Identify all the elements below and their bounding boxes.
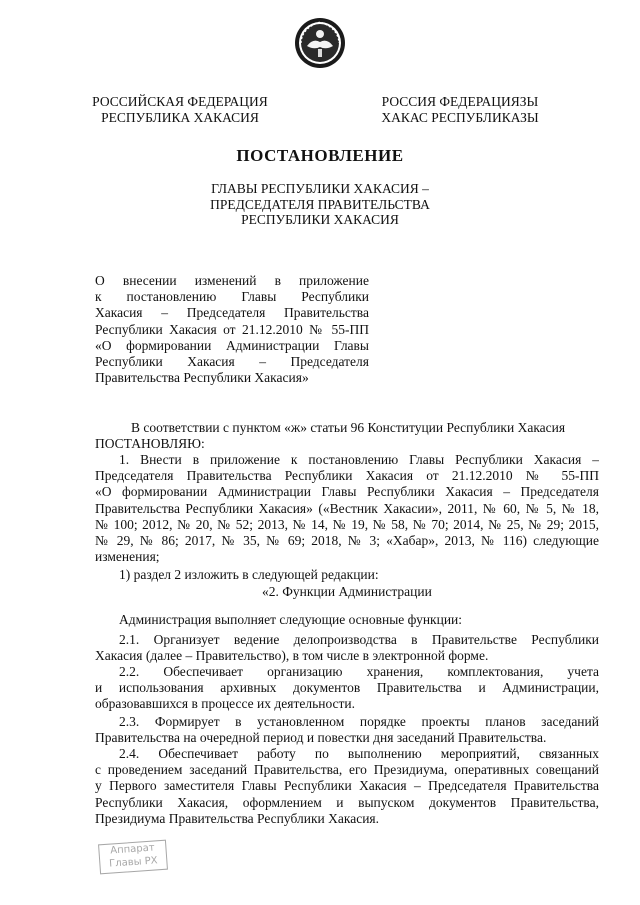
about-line-2: к постановлению Главы Республики (95, 289, 369, 305)
about-line-1: О внесении изменений в приложение (95, 273, 369, 288)
function-2-2 (95, 664, 599, 713)
subtitle-line-3: РЕСПУБЛИКИ ХАКАСИЯ (241, 212, 399, 227)
item1-line-7: изменения; (95, 549, 160, 565)
about-line-7: Правительства Республики Хакасия» (95, 370, 309, 386)
about-line-6: Республики Хакасия – Председателя (95, 353, 369, 369)
f22-line-3: образовавшихся в процессе их деятельности. (95, 696, 356, 712)
f21-line-2: Хакасия (далее – Правительство), в том числе в электронной форме. (95, 648, 489, 664)
preamble (95, 420, 599, 452)
stamp-line-2: Главы РХ (108, 855, 158, 870)
f23-line-1: 2.3. Формирует в установленном порядке проекты планов заседаний (119, 714, 599, 729)
function-2-1 (95, 632, 599, 664)
item1-line-2: Председателя Правительства Республики Хакасия от 21.12.2010 № 55-ПП (95, 468, 599, 484)
f24-line-4: Республики Хакасия, оформлением и выпуском документов Правительства, (95, 794, 599, 810)
header-right (370, 94, 550, 126)
coat-of-arms-emblem (293, 16, 347, 70)
item1-line-3: «О формировании Администрации Главы Республики Хакасия – Председателя (95, 484, 599, 500)
section-title (262, 584, 562, 600)
functions-intro (95, 612, 599, 628)
f24-line-2: с проведением заседаний Правительства, его Президиума, оперативных совещаний (95, 762, 599, 778)
stamp-line-1: Аппарат (109, 842, 155, 857)
document-title: ПОСТАНОВЛЕНИЕ (236, 146, 404, 165)
f22-line-2: и использования архивных документов Правительства и Администрации, (95, 680, 599, 696)
about-line-3: Хакасия – Председателя Правительства (95, 305, 369, 321)
header-right-line-2: ХАКАС РЕСПУБЛИКАЗЫ (381, 110, 539, 125)
item1-line-5: № 100; 2012, № 20, № 52; 2013, № 14, № 19, № 58, № 70; 2014, № 25, № 29; 2015, (95, 516, 599, 532)
sub1-line: 1) раздел 2 изложить в следующей редакции: (119, 567, 379, 582)
item1-line-4: Правительства Республики Хакасия» («Вестник Хакасии», 2011, № 60, № 5, № 18, (95, 500, 599, 516)
subtitle-line-1: ГЛАВЫ РЕСПУБЛИКИ ХАКАСИЯ – (211, 181, 429, 196)
about-line-4: Республики Хакасия от 21.12.2010 № 55-ПП (95, 321, 369, 337)
header-left (80, 94, 280, 126)
f24-line-1: 2.4. Обеспечивает работу по выполнению мероприятий, связанных (119, 746, 599, 761)
item1-line-1: 1. Внести в приложение к постановлению Главы Республики Хакасия – (119, 452, 599, 467)
about-block (95, 273, 369, 386)
f22-line-1: 2.2. Обеспечивает организацию хранения, комплектования, учета (119, 664, 599, 679)
preamble-line-1: В соответствии с пунктом «ж» статьи 96 Конституции Республики Хакасия (131, 420, 566, 435)
functions-intro-line: Администрация выполняет следующие основные функции: (119, 612, 463, 627)
office-stamp (98, 840, 168, 875)
f23-line-2: Правительства на очередной период и повестки дня заседаний Правительства. (95, 730, 547, 746)
subtitle-line-2: ПРЕДСЕДАТЕЛЯ ПРАВИТЕЛЬСТВА (210, 196, 430, 212)
function-2-4 (95, 746, 599, 827)
item1-line-6: № 29, № 86; 2017, № 35, № 69; 2018, № 3; «Хабар», 2013, № 116) следующие (95, 532, 599, 548)
section-title-line: «2. Функции Администрации (262, 584, 432, 599)
khakassia-coat-of-arms-icon (293, 16, 347, 70)
sub-item-1 (95, 567, 599, 583)
about-line-5: «О формировании Администрации Главы (95, 337, 369, 353)
header-right-line-1: РОССИЯ ФЕДЕРАЦИЯЗЫ (381, 94, 539, 109)
document-subtitle (0, 181, 640, 228)
preamble-line-2: ПОСТАНОВЛЯЮ: (95, 436, 205, 452)
header-left-line-1: РОССИЙСКАЯ ФЕДЕРАЦИЯ (92, 94, 268, 109)
function-2-3 (95, 714, 599, 746)
header-left-line-2: РЕСПУБЛИКА ХАКАСИЯ (101, 110, 259, 125)
item-1 (95, 452, 599, 565)
f24-line-3: у Первого заместителя Главы Республики Хакасия – Председателя Правительства (95, 778, 599, 794)
f21-line-1: 2.1. Организует ведение делопроизводства в Правительстве Республики (119, 632, 599, 647)
f24-line-5: Президиума Правительства Республики Хакасия. (95, 810, 380, 826)
